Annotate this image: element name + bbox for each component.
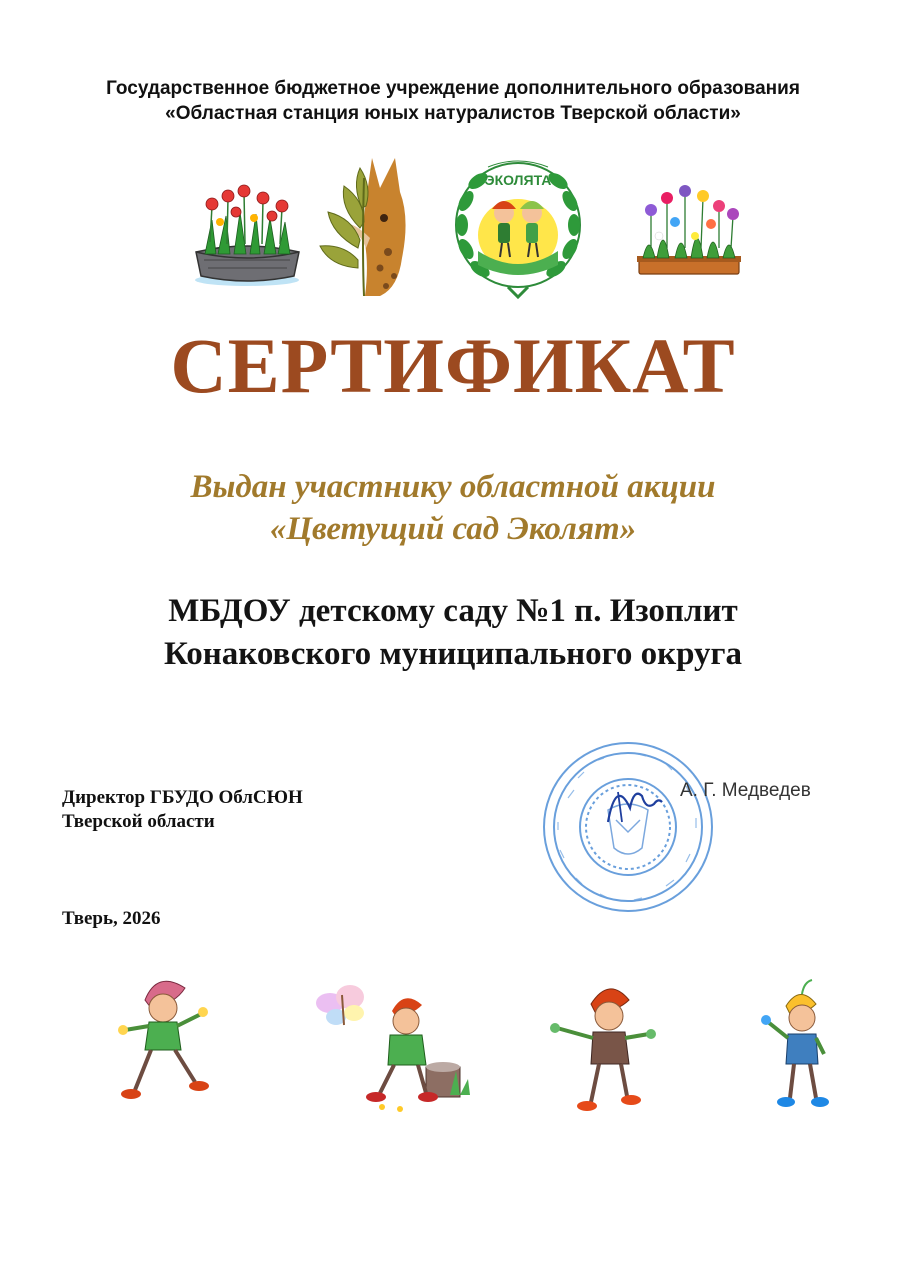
signer-name: А. Г. Медведев (680, 780, 811, 801)
ecolyata-character-with-butterfly-icon (310, 975, 475, 1115)
flower-bed-icon (190, 182, 305, 287)
flower-box-icon (635, 182, 743, 282)
ecolyata-character-waving-icon (760, 978, 835, 1113)
ecolyata-character-dancing-icon (545, 978, 660, 1118)
emblem-text: ЭКОЛЯТА (484, 172, 552, 188)
place-date: Тверь, 2026 (62, 908, 161, 929)
recipient-name (0, 590, 906, 676)
organization-header (0, 76, 906, 126)
issued-to-text (0, 466, 906, 550)
issued-line-2: «Цветущий сад Эколят» (269, 511, 637, 547)
recipient-line-2: Конаковского муниципального округа (163, 636, 743, 672)
recipient-line-1: МБДОУ детскому саду №1 п. Изоплит (168, 593, 738, 629)
organization-line-2: «Областная станция юных натуралистов Тверской области» (165, 103, 741, 124)
deer-leaf-logo-icon (310, 148, 425, 298)
director-title (62, 786, 303, 834)
organization-line-1: Государственное бюджетное учреждение дополнительного образования (106, 78, 800, 99)
official-stamp-icon (538, 738, 718, 916)
ecolyata-wreath-logo-icon (448, 155, 588, 300)
ecolyata-character-running-icon (105, 970, 215, 1110)
certificate-title: СЕРТИФИКАТ (170, 322, 736, 409)
director-line-1: Директор ГБУДО ОблСЮН (62, 787, 303, 808)
director-line-2: Тверской области (62, 811, 215, 832)
issued-line-1: Выдан участнику областной акции (190, 469, 716, 505)
